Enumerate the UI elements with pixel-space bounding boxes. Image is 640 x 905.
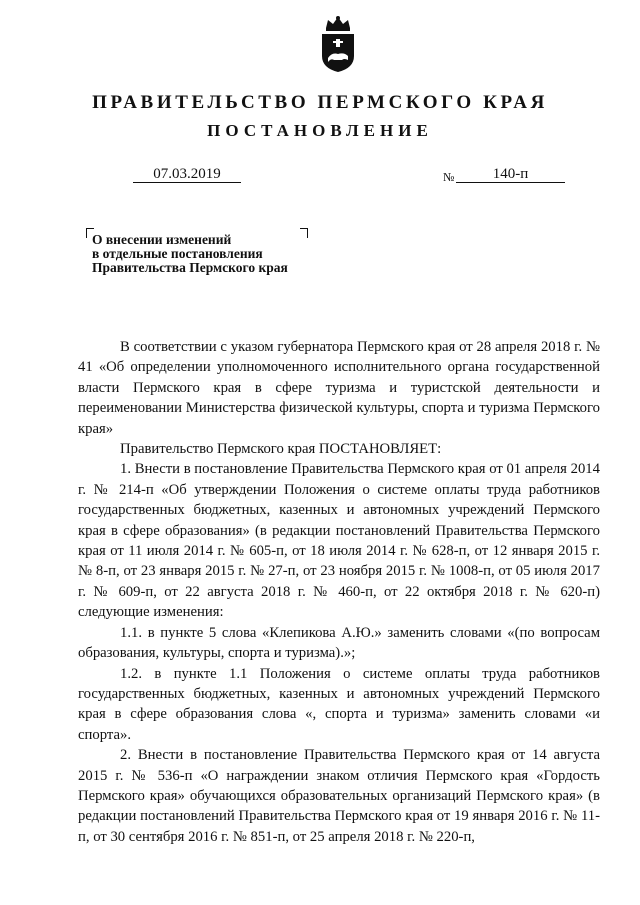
body-paragraph: 1. Внести в постановление Правительства Пермского края от 01 апреля 2014 г. № 214-п «Об утверждении Положения о системе оплаты труда работников государственных бюджетных, казенных и автономных учреждений Пермского края в сфере образования» (в редакции постановлений Правительства Пермского края от 11 июля 2014 г. № 605-п, от 18 июля 2014 г. № 628-п, от 12 января 2015 г. № 8-п, от 23 января 2015 г. № 27-п, от 23 ноября 2015 г. № 1008-п, от 05 июля 2017 г. № 609-п, от 22 августа 2018 г. № 460-п, от 22 октября 2018 г. № 620-п) следующие изменения: <box>78 461 600 621</box>
document-type: ПОСТАНОВЛЕНИЕ <box>207 121 433 140</box>
body-paragraph: Правительство Пермского края ПОСТАНОВЛЯЕТ: <box>120 441 442 458</box>
document-date: 07.03.2019 <box>133 166 241 183</box>
government-title: ПРАВИТЕЛЬСТВО ПЕРМСКОГО КРАЯ <box>92 92 548 113</box>
document-body <box>78 337 600 847</box>
document-number: 140-п <box>456 166 565 183</box>
body-paragraph: 1.2. в пункте 1.1 Положения о системе оплаты труда работников государственных бюджетных, казенных и автономных учреждений Пермского края в сфере образования слова «, спорта и туризма» заменить словами «и спорта». <box>78 665 600 743</box>
subject-line: О внесении изменений <box>92 232 232 247</box>
coat-of-arms-icon <box>318 14 358 74</box>
subject-bracket-right <box>300 228 308 238</box>
body-paragraph: 1.1. в пункте 5 слова «Клепикова А.Ю.» заменить словами «(по вопросам образования, культуры, спорта и туризма).»; <box>78 624 600 662</box>
body-paragraph: 2. Внести в постановление Правительства Пермского края от 14 августа 2015 г. № 536-п «О награждении знаком отличия Пермского края «Гордость Пермского края» обучающихся образовательных организаций Пермского края» (в редакции постановлений Правительства Пермского края от 19 января 2016 г. № 11-п, от 30 сентября 2016 г. № 851-п, от 25 апреля 2018 г. № 220-п, <box>78 747 600 845</box>
document-subject <box>92 233 288 275</box>
number-sign: № <box>443 170 455 184</box>
subject-line: Правительства Пермского края <box>92 260 288 275</box>
body-paragraph: В соответствии с указом губернатора Пермского края от 28 апреля 2018 г. № 41 «Об определении уполномоченного исполнительного органа государственной власти Пермского края в сфере туризма и туристской деятельности и переименовании Министерства физической культуры, спорта и туризма Пермского края» <box>78 339 600 437</box>
subject-line: в отдельные постановления <box>92 246 263 261</box>
